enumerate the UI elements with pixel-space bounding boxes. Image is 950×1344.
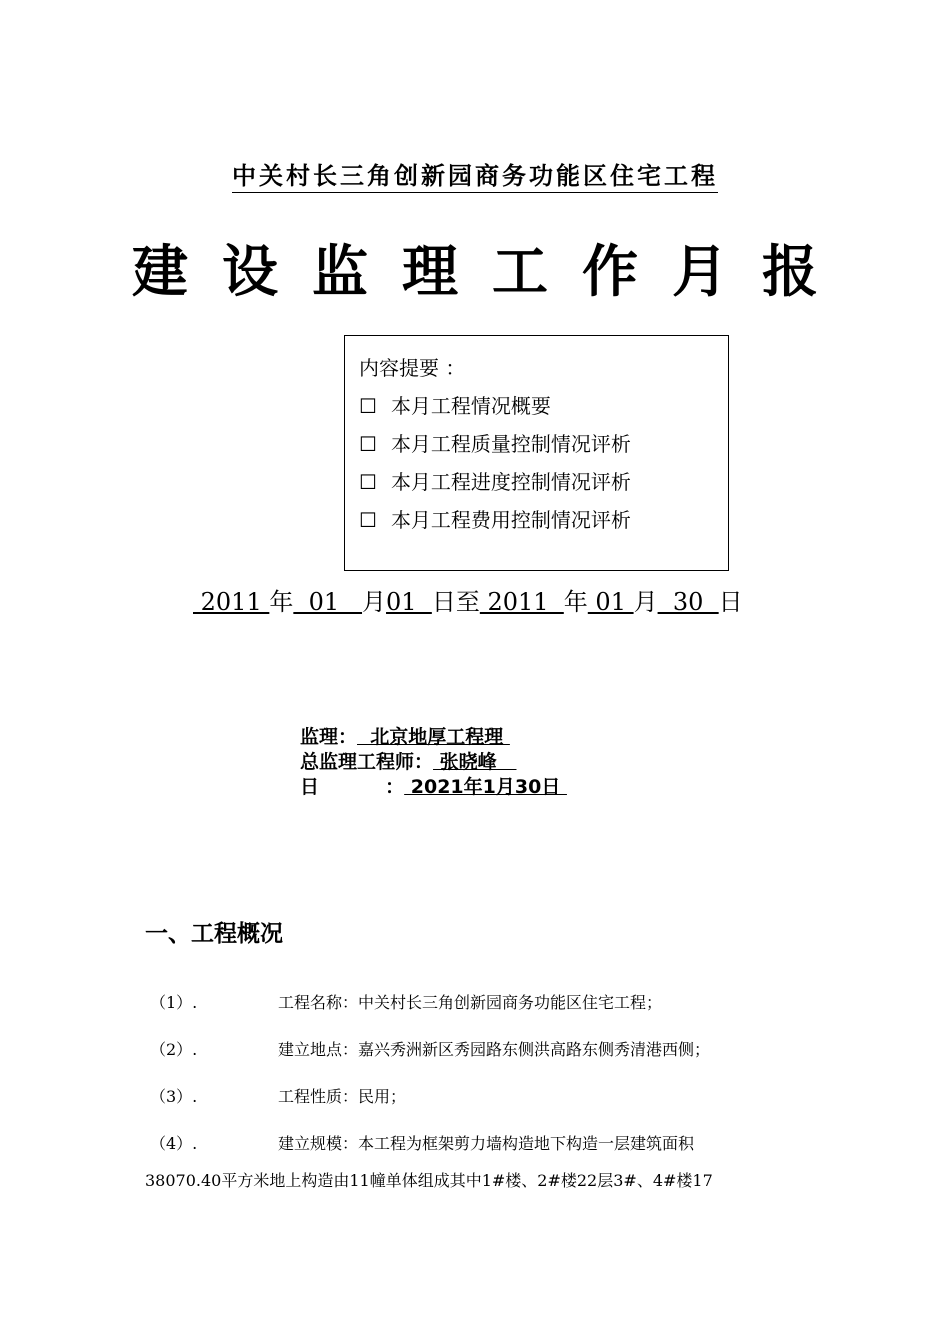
chief-engineer-line: 总监理工程师： 张晓峰 (300, 751, 517, 773)
chief-engineer-value: 张晓峰 (433, 751, 517, 773)
paragraph-text: 工程性质：民用； (278, 1087, 407, 1106)
paragraph-text: 工程名称：中关村长三角创新园商务功能区住宅工程； (278, 993, 663, 1012)
project-title: 中关村长三角创新园商务功能区住宅工程 (0, 156, 950, 191)
section-heading: 一、工程概况 (145, 921, 283, 947)
paragraph-text: 建立规模：本工程为框架剪力墙构造地下构造一层建筑面积 (278, 1134, 695, 1153)
paragraph-number: （4）. (150, 1134, 198, 1153)
end-month: 01 (587, 588, 634, 616)
paragraph-continuation: 38070.40平方米地上构造由11幢单体组成其中1#楼、2#楼22层3#、4#楼17 (145, 1171, 713, 1190)
supervisor-value: 北京地厚工程理 (357, 726, 510, 748)
checkbox-icon: ☐ (359, 508, 377, 532)
checkbox-icon: ☐ (359, 470, 377, 494)
paragraph-number: （2）. (150, 1040, 198, 1059)
summary-box (344, 335, 729, 571)
checkbox-icon: ☐ (359, 394, 377, 418)
checkbox-icon: ☐ (359, 432, 377, 456)
start-year: 2011 (193, 588, 270, 616)
signature-date-line: 日 ： 2021年1月30日 (300, 776, 567, 798)
supervisor-line: 监理： 北京地厚工程理 (300, 726, 510, 748)
paragraph-number: （3）. (150, 1087, 198, 1106)
start-month: 01 (293, 588, 363, 616)
date-range: 2011 年 01 月01 日至 2011 年 01 月 30 日 (193, 588, 743, 616)
summary-item: ☐ 本月工程进度控制情况评析 (359, 470, 631, 494)
start-day: 01 (386, 588, 432, 616)
summary-item: ☐ 本月工程质量控制情况评析 (359, 432, 631, 456)
summary-item: ☐ 本月工程费用控制情况评析 (359, 508, 631, 532)
summary-item: ☐ 本月工程情况概要 (359, 394, 551, 418)
signature-date-value: 2021年1月30日 (404, 776, 567, 798)
paragraph-number: （1）. (150, 993, 198, 1012)
summary-heading: 内容提要 ： (359, 356, 466, 380)
report-title: 建设监理工作月报 (132, 240, 852, 305)
end-day: 30 (657, 588, 719, 616)
paragraph-text: 建立地点：嘉兴秀洲新区秀园路东侧洪高路东侧秀清港西侧； (278, 1040, 711, 1059)
end-year: 2011 (479, 588, 564, 616)
